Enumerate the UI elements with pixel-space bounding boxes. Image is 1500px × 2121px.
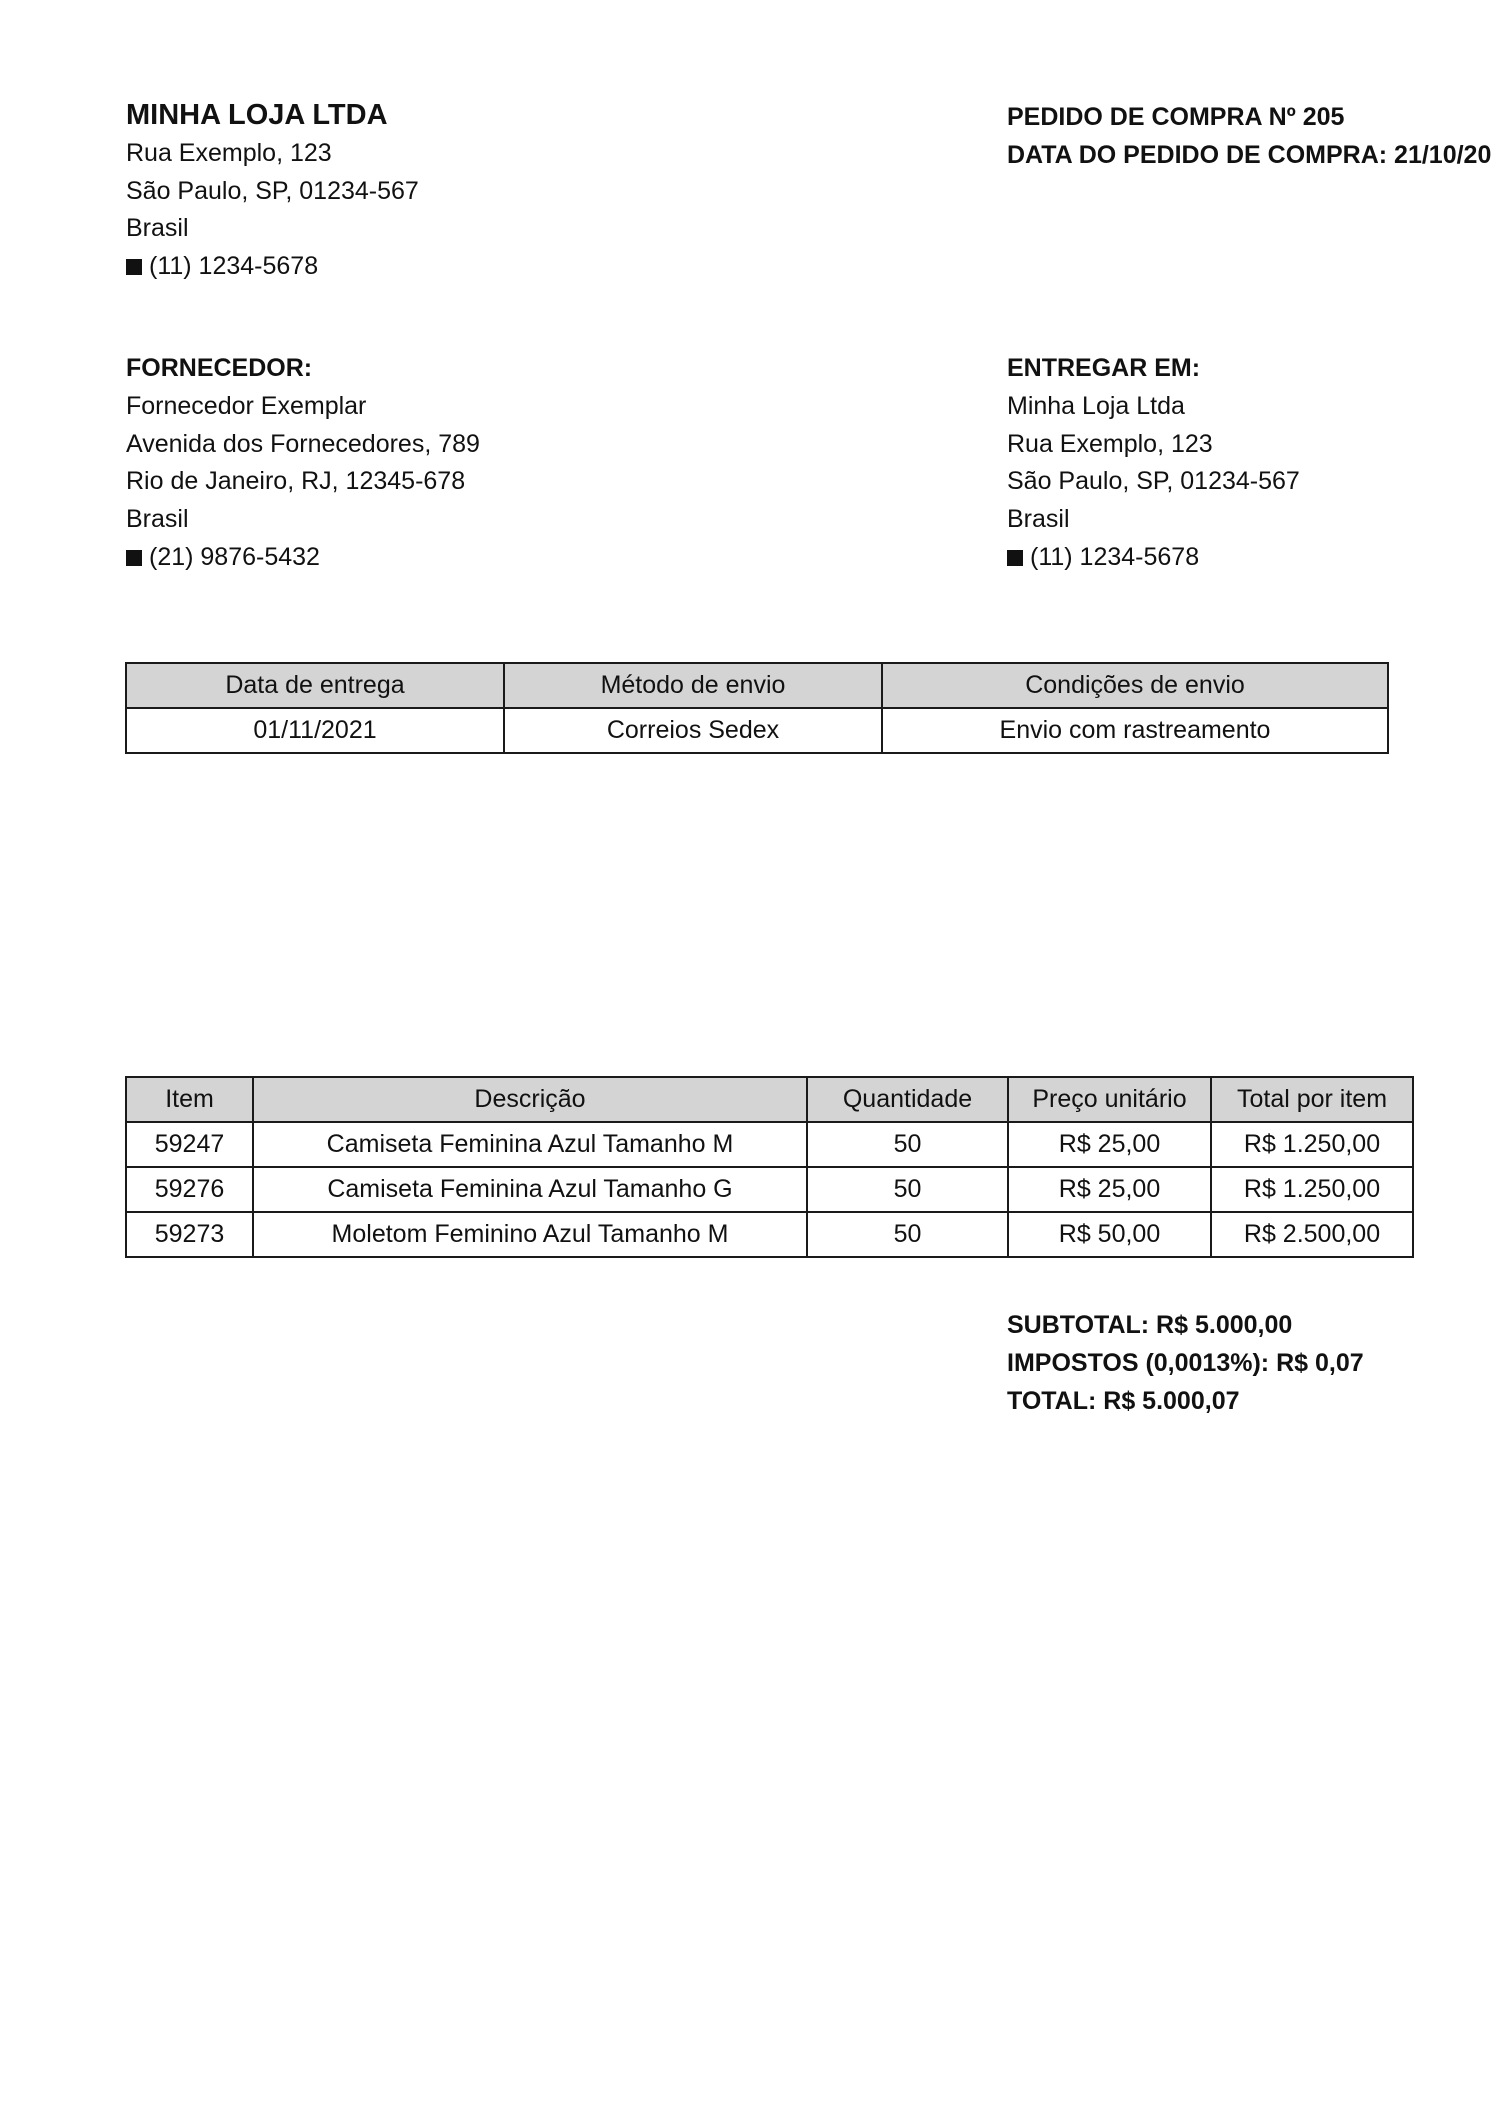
grand-total: TOTAL: R$ 5.000,07: [1007, 1386, 1240, 1415]
shipping-cell-method: Correios Sedex: [504, 708, 882, 753]
ship-to-phone-line: [1007, 539, 1300, 577]
shipping-cell-conditions: Envio com rastreamento: [882, 708, 1388, 753]
company-phone-line: [126, 248, 419, 286]
company-address-line: São Paulo, SP, 01234-567: [126, 176, 419, 205]
item-quantity: 50: [807, 1122, 1008, 1167]
ship-to-line: Minha Loja Ltda: [1007, 391, 1185, 420]
company-address-line: Rua Exemplo, 123: [126, 138, 332, 167]
table-row: [126, 708, 1388, 753]
ship-to-block: [1007, 350, 1300, 577]
supplier-line: Rio de Janeiro, RJ, 12345-678: [126, 467, 466, 496]
item-quantity: 50: [807, 1212, 1008, 1257]
supplier-line: Fornecedor Exemplar: [126, 391, 367, 420]
item-description: Moletom Feminino Azul Tamanho M: [253, 1212, 807, 1257]
item-code: 59273: [126, 1212, 253, 1257]
ship-to-line: Brasil: [1007, 505, 1070, 534]
subtotal: SUBTOTAL: R$ 5.000,00: [1007, 1311, 1293, 1339]
items-header-description: Descrição: [253, 1077, 807, 1122]
shipping-header-delivery-date: Data de entrega: [126, 663, 504, 708]
items-header-line-total: Total por item: [1211, 1077, 1413, 1122]
shipping-header-conditions: Condições de envio: [882, 663, 1388, 708]
items-header-item: Item: [126, 1077, 253, 1122]
items-table-header-row: [126, 1077, 1413, 1122]
supplier-phone-line: [126, 539, 480, 577]
table-row: [126, 1122, 1413, 1167]
item-code: 59247: [126, 1122, 253, 1167]
table-row: [126, 1167, 1413, 1212]
taxes: IMPOSTOS (0,0013%): R$ 0,07: [1007, 1348, 1364, 1377]
item-quantity: 50: [807, 1167, 1008, 1212]
shipping-table: [125, 662, 1389, 754]
ship-to-phone: (11) 1234-5678: [1030, 542, 1200, 571]
shipping-table-header-row: [126, 663, 1388, 708]
company-block: [126, 97, 419, 286]
items-header-unit-price: Preço unitário: [1008, 1077, 1211, 1122]
company-name: MINHA LOJA LTDA: [126, 99, 388, 131]
item-line-total: R$ 1.250,00: [1211, 1122, 1413, 1167]
supplier-line: Avenida dos Fornecedores, 789: [126, 429, 480, 458]
item-unit-price: R$ 50,00: [1008, 1212, 1211, 1257]
ship-to-heading: ENTREGAR EM:: [1007, 354, 1201, 382]
item-description: Camiseta Feminina Azul Tamanho M: [253, 1122, 807, 1167]
item-code: 59276: [126, 1167, 253, 1212]
order-number: PEDIDO DE COMPRA Nº 205: [1007, 103, 1345, 131]
supplier-block: [126, 350, 480, 577]
phone-icon: [126, 550, 142, 566]
supplier-heading: FORNECEDOR:: [126, 354, 313, 382]
ship-to-line: São Paulo, SP, 01234-567: [1007, 467, 1300, 496]
company-phone: (11) 1234-5678: [149, 252, 319, 281]
order-header: [1007, 99, 1491, 175]
table-row: [126, 1212, 1413, 1257]
order-date: DATA DO PEDIDO DE COMPRA: 21/10/20: [1007, 140, 1492, 169]
items-table: [125, 1076, 1414, 1258]
shipping-header-method: Método de envio: [504, 663, 882, 708]
phone-icon: [126, 259, 142, 275]
phone-icon: [1007, 550, 1023, 566]
item-unit-price: R$ 25,00: [1008, 1122, 1211, 1167]
items-header-quantity: Quantidade: [807, 1077, 1008, 1122]
item-unit-price: R$ 25,00: [1008, 1167, 1211, 1212]
item-line-total: R$ 1.250,00: [1211, 1167, 1413, 1212]
totals-block: [1007, 1307, 1364, 1420]
supplier-phone: (21) 9876-5432: [149, 542, 320, 571]
shipping-cell-delivery-date: 01/11/2021: [126, 708, 504, 753]
item-line-total: R$ 2.500,00: [1211, 1212, 1413, 1257]
supplier-line: Brasil: [126, 505, 189, 534]
ship-to-line: Rua Exemplo, 123: [1007, 429, 1213, 458]
company-address-line: Brasil: [126, 214, 189, 243]
item-description: Camiseta Feminina Azul Tamanho G: [253, 1167, 807, 1212]
